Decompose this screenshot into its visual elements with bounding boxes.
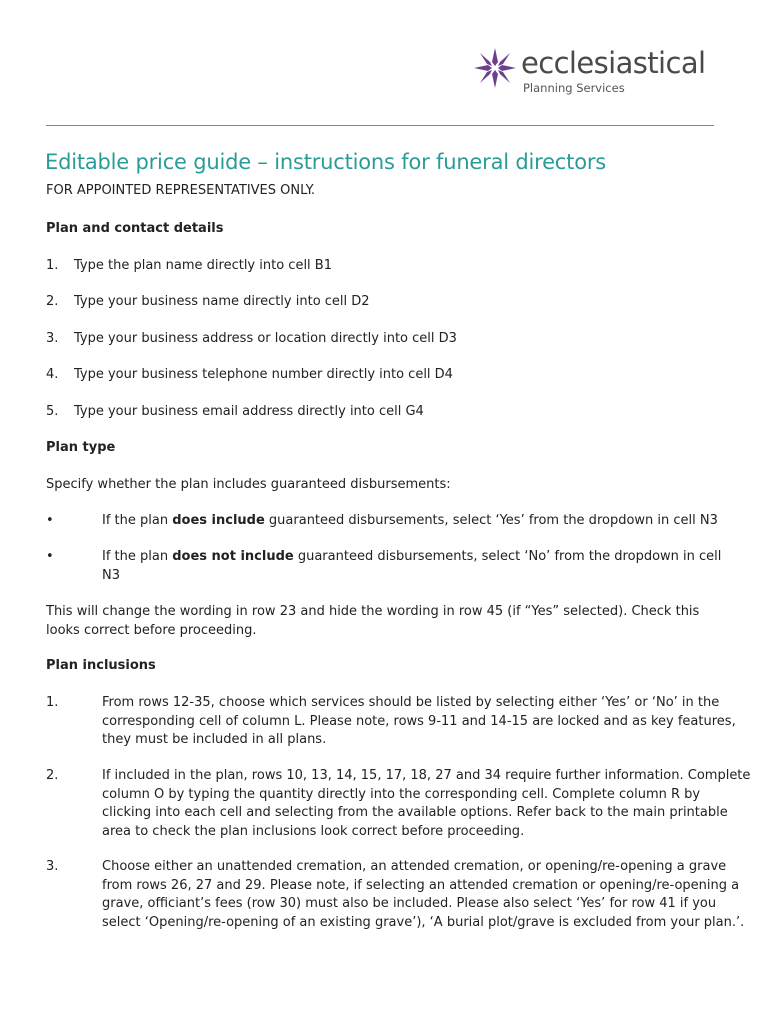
plan-type-bullet [46,548,722,585]
list-item-text: Choose either an unattended cremation, an attended cremation, or opening/re-opening a grave from rows 26, 27 and 29. Please note, if selecting an attended cremation or opening/re-opening a grave, officiant’s fees (row 30) must also be included. Please also select ‘Yes’ for row 41 if you select ‘Opening/re-opening of an existing grave’), ‘A burial plot/grave is excluded from your plan.’. [102,859,745,930]
page-title: Editable price guide – instructions for funeral directors [45,150,607,174]
list-item-text: From rows 12-35, choose which services should be listed by selecting either ‘Yes’ or ‘No’ in the corresponding cell of column L. Please note, rows 9-11 and 14-15 are locked and as key features, they must be included in all plans. [102,695,736,747]
list-marker: 3. [46,331,59,346]
bullet-text [102,512,752,531]
list-marker: 1. [46,258,59,273]
star-logo-icon [474,48,516,88]
list-marker: 2. [46,768,59,783]
section-heading-inclusions: Plan inclusions [46,658,156,673]
header-divider [46,125,714,126]
plan-type-note: This will change the wording in row 23 and hide the wording in row 45 (if “Yes” selected). Check this looks correct before proceeding. [46,604,700,638]
plan-type-intro: Specify whether the plan includes guaranteed disbursements: [46,477,451,492]
bullet-marker: • [46,549,54,564]
list-item-text: Type your business telephone number directly into cell D4 [74,367,453,382]
inclusion-item [46,694,736,750]
list-item-text: Type your business name directly into cell D2 [74,294,370,309]
list-marker: 3. [46,859,59,874]
bullet-marker: • [46,513,54,528]
list-marker: 4. [46,367,59,382]
bullet-text-bold: does include [172,513,265,528]
list-item-text: Type your business email address directly into cell G4 [74,404,424,419]
bullet-text-pre: If the plan [102,549,173,564]
list-marker: 1. [46,695,59,710]
list-item-text: If included in the plan, rows 10, 13, 14, 15, 17, 18, 27 and 34 require further information. Complete column O by typing the quantity directly into the corresponding cell. Complete column R by clicking into each cell and selecting from the available options. Refer back to the main printable area to check the plan inclusions look correct before proceeding. [102,768,751,839]
brand-name: ecclesiastical [521,46,706,80]
bullet-text-bold: does not include [172,549,294,564]
brand-logo [474,44,718,98]
section-heading-plan-type: Plan type [46,440,116,455]
page-subtitle: FOR APPOINTED REPRESENTATIVES ONLY. [46,183,316,198]
list-marker: 2. [46,294,59,309]
inclusion-item [46,767,751,841]
bullet-text [102,548,724,585]
inclusion-item [46,858,745,932]
bullet-text-post: guaranteed disbursements, select ‘Yes’ from the dropdown in cell N3 [264,513,718,528]
list-item-text: Type your business address or location directly into cell D3 [74,331,457,346]
list-marker: 5. [46,404,59,419]
section-heading-contact: Plan and contact details [46,221,224,236]
list-item-text: Type the plan name directly into cell B1 [74,258,332,273]
plan-type-bullet [46,512,718,531]
bullet-text-post: guaranteed disbursements, select ‘No’ from the dropdown in cell N3 [102,549,722,583]
bullet-text-pre: If the plan [102,513,173,528]
brand-subtitle: Planning Services [523,81,625,95]
